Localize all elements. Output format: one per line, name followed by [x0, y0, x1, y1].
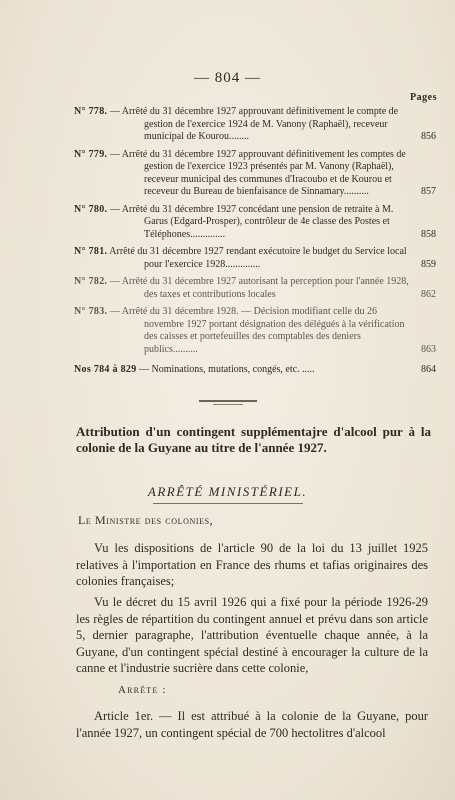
toc-entry-page: 863 [421, 343, 436, 355]
toc-entry-page: 857 [421, 186, 436, 197]
paragraph: Vu le décret du 15 avril 1926 qui a fixé pour la période 1926-29 les règles de répartition du contingent annuel et prévu dans son article 5, dernier paragraphe, l'attribution éventuelle chaque année, à la Guyane, d'un contingent spécial destiné à encourager la culture de la canne et l'industrie sucrière dans cette colonie, [76, 595, 428, 675]
paragraph: Vu les dispositions de l'article 90 de la loi du 13 juillet 1925 relatives à l'importation en France des rhums et tafias originaires des colonies françaises; [76, 541, 428, 588]
toc-entry-number: N° 779. [74, 148, 108, 160]
toc-entry-number: N° 783. [74, 306, 108, 317]
toc-entry-text: — Arrêté du 31 décembre 1927 autorisant la perception pour l'année 1928, des taxes et contributions locales [109, 276, 409, 300]
toc-entry [74, 276, 436, 301]
paragraph: Article 1er. — Il est attribué à la colonie de la Guyane, pour l'année 1927, un contingent spécial de 700 hectolitres d'alcool [76, 709, 428, 740]
toc-entry [74, 306, 436, 356]
arrete-label: Arrête : [118, 684, 167, 696]
section-title: Attribution d'un contingent supplémentajre d'alcool pur à la colonie de la Guyane au titre de l'année 1927. [76, 424, 431, 455]
toc-entry-text: Arrêté du 31 décembre 1927 rendant exécutoire le budget du Service local pour l'exercice 1928.............. [109, 246, 407, 270]
toc-entry-number: N° 782. [74, 276, 108, 287]
arrete-heading: ARRÊTÉ MINISTÉRIEL. [0, 484, 455, 504]
pages-column-label: Pages [410, 92, 437, 103]
toc-entry-text: — Nominations, mutations, congés, etc. ..... [139, 364, 315, 375]
toc-entry-text: — Arrêté du 31 décembre 1927 approuvant définitivement les comptes de gestion de l'exercice 1923 présentés par M. Vanony (Raphaël), receveur municipal des communes d'Iracoubo et de Kourou et receveur du Bureau de bienfaisance de Sinnamary.......... [109, 148, 406, 197]
toc-entry-number: N° 781. [74, 246, 108, 257]
toc-entry [74, 204, 436, 242]
toc-entry-number: N° 778. [74, 106, 108, 117]
section-divider [199, 400, 257, 402]
toc-entry-text: — Arrêté du 31 décembre 1927 concédant une pension de retraite à M. Garus (Edgard-Prosper), contrôleur de 4e classe des Postes et Téléphones.............. [109, 203, 394, 240]
toc-entry [74, 149, 436, 199]
toc-entry-page: 862 [421, 288, 436, 300]
toc-entry-number: N° 780. [74, 203, 108, 215]
toc-entry [74, 106, 436, 144]
table-of-contents [74, 106, 436, 382]
toc-entry [74, 246, 436, 271]
toc-entry-page: 859 [421, 258, 436, 270]
toc-entry-text: — Arrêté du 31 décembre 1927 approuvant définitivement le compte de gestion de l'exercice 1924 de M. Vanony (Raphaël), receveur municipal de Kourou........ [109, 106, 399, 142]
toc-entry [74, 364, 436, 377]
minister-line: Le Ministre des colonies, [78, 513, 214, 527]
toc-entry-page: 856 [421, 131, 436, 142]
page-number: — 804 — [194, 70, 261, 86]
toc-entry-number: Nos 784 à 829 [74, 364, 137, 375]
toc-entry-text: — Arrêté du 31 décembre 1928. — Décision modifiant celle du 26 novembre 1927 portant désignation des délégués à la vérification des caisses et portefeuilles des comptables des deniers publics.......... [109, 306, 405, 355]
toc-entry-page: 864 [421, 364, 436, 375]
toc-entry-page: 858 [421, 228, 436, 240]
